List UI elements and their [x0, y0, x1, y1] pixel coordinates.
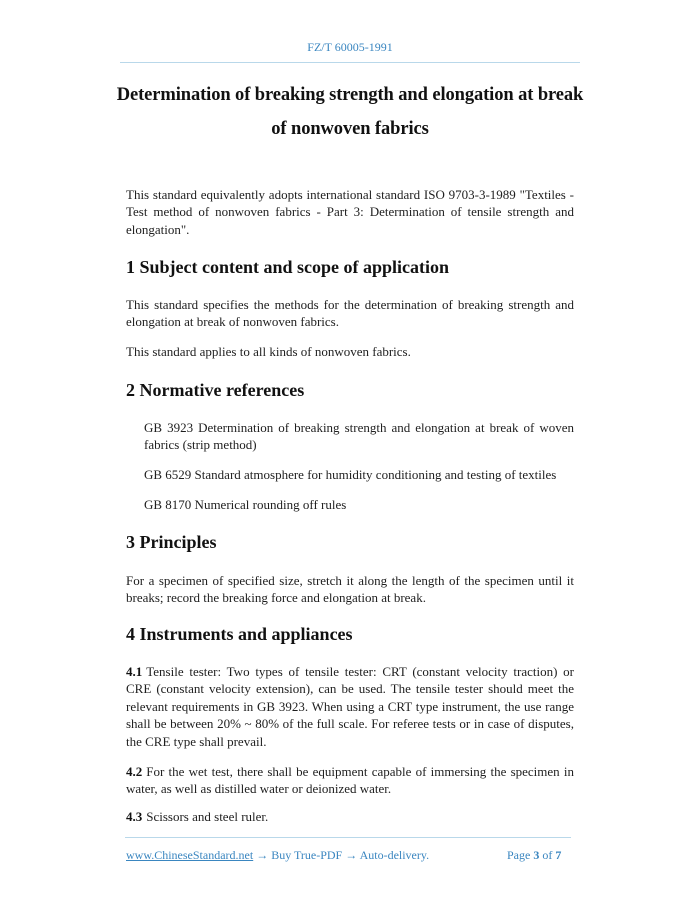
footer-promo-text: → Buy True-PDF → Auto-delivery.: [253, 848, 430, 862]
document-title-line-1: Determination of breaking strength and elongation at break: [116, 85, 584, 105]
clause-number: 4.1: [126, 664, 143, 679]
reference-item: GB 6529 Standard atmosphere for humidity conditioning and testing of textiles: [144, 467, 557, 482]
page-label: Page: [507, 848, 531, 862]
clause-4-1: [126, 663, 574, 750]
clause-text: For the wet test, there shall be equipment capable of immersing the specimen in water, as well as distilled water or deionized water.: [126, 764, 574, 797]
section-3-paragraph: For a specimen of specified size, stretch it along the length of the specimen until it breaks; record the breaking force and elongation at break.: [126, 573, 574, 606]
section-3-heading: 3 Principles: [126, 532, 217, 552]
chinesestandard-link[interactable]: www.ChineseStandard.net: [126, 848, 254, 862]
section-1-heading: 1 Subject content and scope of application: [126, 257, 450, 277]
clause-number: 4.2: [126, 764, 143, 779]
footer-promo: [126, 848, 429, 863]
page-current: 3: [533, 848, 540, 862]
section-2-heading: 2 Normative references: [126, 380, 305, 400]
standard-code-header: FZ/T 60005-1991: [307, 40, 393, 54]
page-indicator: [507, 848, 561, 863]
section-1-paragraph-1: This standard specifies the methods for the determination of breaking strength and elongation at break of nonwoven fabrics.: [126, 297, 574, 330]
page-total: 7: [555, 848, 562, 862]
footer-divider: [125, 837, 571, 838]
reference-item: GB 3923 Determination of breaking strength and elongation at break of woven fabrics (strip method): [144, 420, 574, 453]
intro-paragraph: This standard equivalently adopts international standard ISO 9703-3-1989 "Textiles - Test method of nonwoven fabrics - Part 3: Determination of tensile strength and elongation".: [126, 187, 574, 237]
section-1-paragraph-2: This standard applies to all kinds of nonwoven fabrics.: [126, 344, 411, 359]
clause-4-3: [126, 808, 574, 825]
clause-number: 4.3: [126, 809, 143, 824]
section-4-heading: 4 Instruments and appliances: [126, 624, 353, 644]
clause-text: Tensile tester: Two types of tensile tester: CRT (constant velocity traction) or CRE (constant velocity extension), can be used. The tensile tester should meet the relevant requirements in GB 3923. When using a CRT type instrument, the use range shall be between 20% ~ 80% of the full scale. For referee tests or in case of disputes, the CRE type shall prevail.: [126, 664, 574, 749]
clause-4-2: [126, 763, 574, 798]
header-divider: [120, 62, 580, 63]
page-of-label: of: [542, 848, 553, 862]
reference-item: GB 8170 Numerical rounding off rules: [144, 497, 347, 512]
clause-text: Scissors and steel ruler.: [146, 809, 269, 824]
document-title-line-2: of nonwoven fabrics: [271, 119, 429, 139]
